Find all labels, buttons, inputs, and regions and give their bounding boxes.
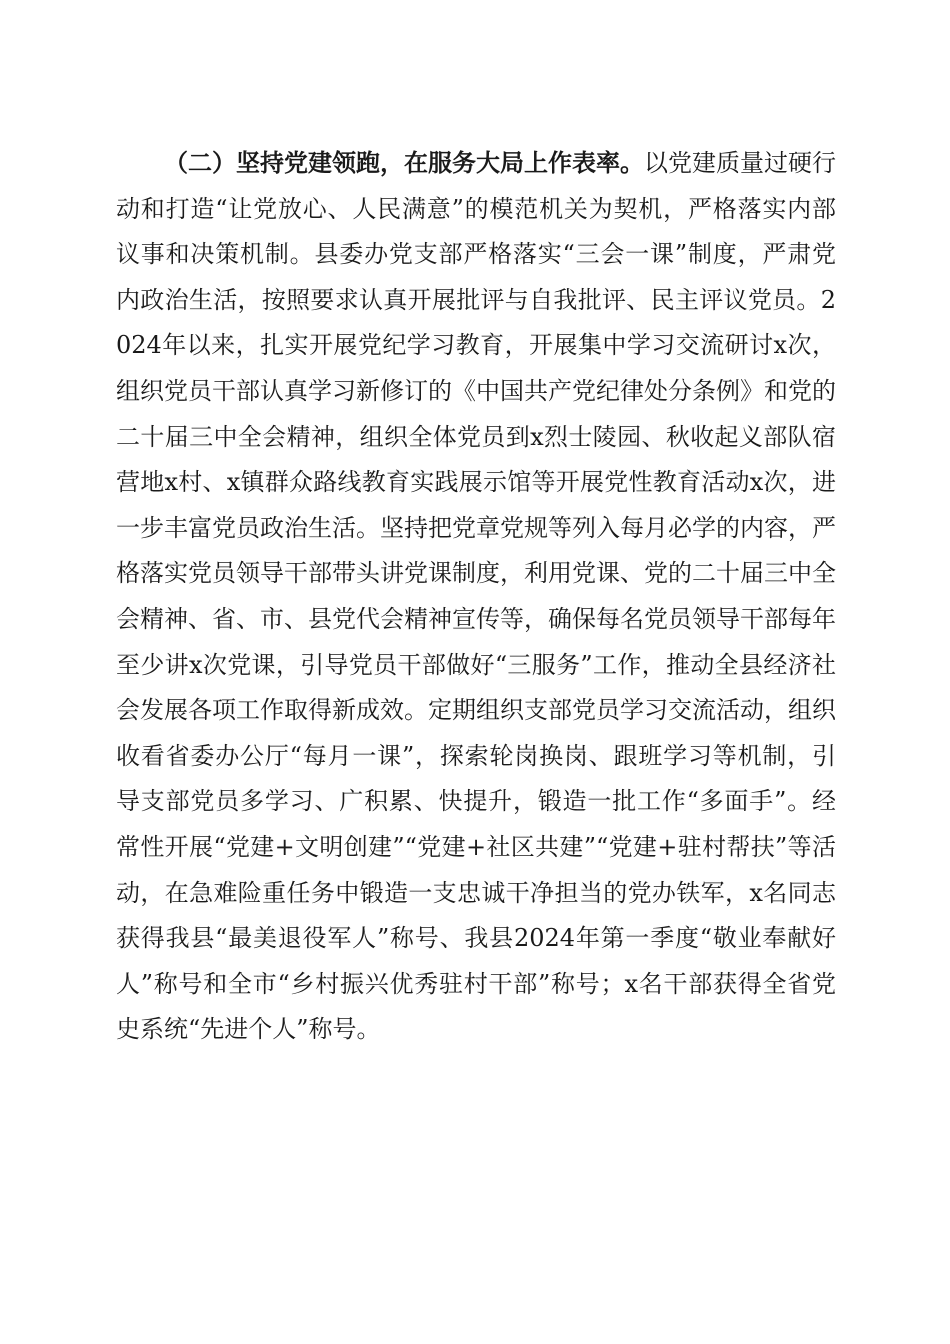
section-heading: （二）坚持党建领跑，在服务大局上作表率。 <box>164 148 644 177</box>
document-body <box>116 140 836 1053</box>
paragraph-text: 以党建质量过硬行动和打造“让党放心、人民满意”的模范机关为契机，严格落实内部议事和决策机制。县委办党支部严格落实“三会一课”制度，严肃党内政治生活，按照要求认真开展批评与自我批评、民主评议党员。2024年以来，扎实开展党纪学习教育，开展集中学习交流研讨x次，组织党员干部认真学习新修订的《中国共产党纪律处分条例》和党的二十届三中全会精神，组织全体党员到x烈士陵园、秋收起义部队宿营地x村、x镇群众路线教育实践展示馆等开展党性教育活动x次，进一步丰富党员政治生活。坚持把党章党规等列入每月必学的内容，严格落实党员领导干部带头讲党课制度，利用党课、党的二十届三中全会精神、省、市、县党代会精神宣传等，确保每名党员领导干部每年至少讲x次党课，引导党员干部做好“三服务”工作，推动全县经济社会发展各项工作取得新成效。定期组织支部党员学习交流活动，组织收看省委办公厅“每月一课”，探索轮岗换岗、跟班学习等机制，引导支部党员多学习、广积累、快提升，锻造一批工作“多面手”。经常性开展“党建+文明创建”“党建+社区共建”“党建+驻村帮扶”等活动，在急难险重任务中锻造一支忠诚干净担当的党办铁军，x名同志获得我县“最美退役军人”称号、我县2024年第一季度“敬业奉献好人”称号和全市“乡村振兴优秀驻村干部”称号；x名干部获得全省党史系统“先进个人”称号。 <box>116 149 836 1044</box>
paragraph <box>116 140 836 1053</box>
